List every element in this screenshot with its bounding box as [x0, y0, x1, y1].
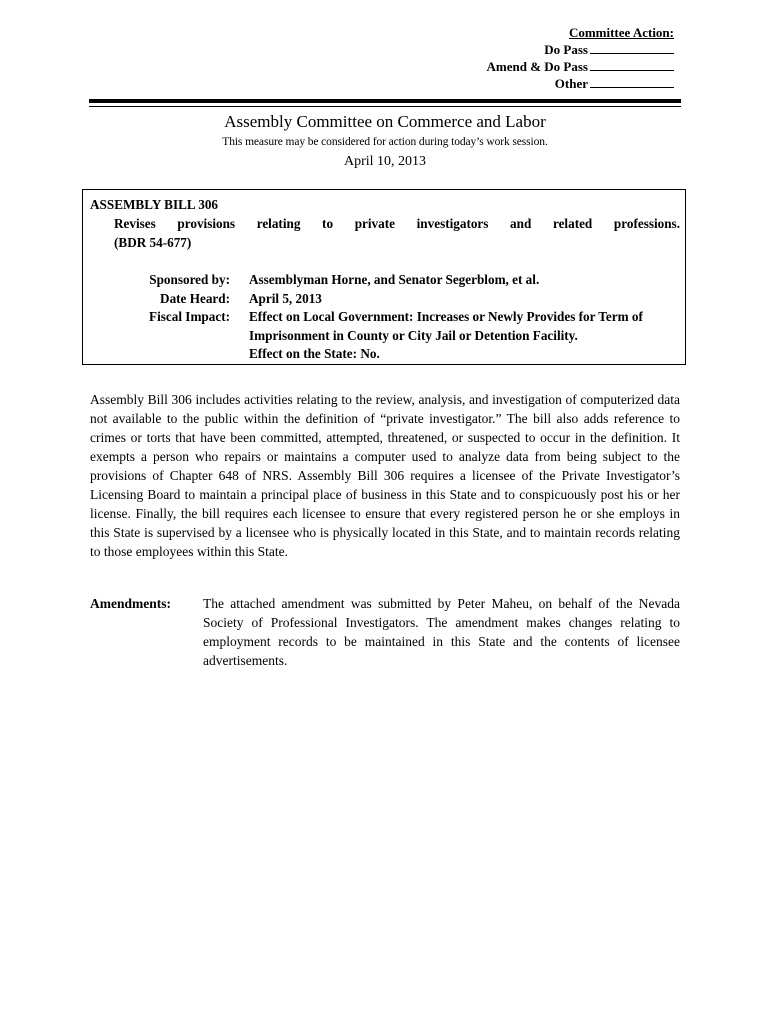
bill-number: ASSEMBLY BILL 306	[90, 197, 219, 212]
sponsored-by-label: Sponsored by:	[149, 272, 230, 287]
header-rule-thin	[89, 106, 681, 107]
blank-line	[590, 58, 674, 71]
committee-action-option	[487, 58, 674, 75]
header-rule-thick	[89, 99, 681, 103]
amendments-label: Amendments:	[90, 596, 171, 611]
committee-action-block	[487, 24, 674, 92]
date-heard-label: Date Heard:	[160, 290, 230, 306]
date-heard-value: April 5, 2013	[249, 290, 322, 306]
document-date: April 10, 2013	[343, 154, 427, 169]
blank-line	[590, 41, 674, 54]
committee-action-title: Committee Action:	[568, 25, 674, 40]
fiscal-impact-state: Effect on the State: No.	[249, 346, 380, 361]
committee-name: Assembly Committee on Commerce and Labor	[224, 112, 546, 131]
sponsored-by-value: Assemblyman Horne, and Senator Segerblom, et al.	[249, 272, 540, 287]
committee-action-option-label: Other	[554, 76, 588, 91]
amendments-text: The attached amendment was submitted by Peter Maheu, on behalf of the Nevada Society of Professional Investigators. The amendment makes changes relating to employment records to be maintained in this State and the contents of licensee advertisements.	[203, 596, 680, 668]
committee-action-option	[487, 41, 674, 58]
bill-summary: Assembly Bill 306 includes activities relating to the review, analysis, and investigation of computerized data not available to the public within the definition of “private investigator.” The bill also adds reference to crimes or torts that have been committed, attempted, threatened, or suspected to occur in the definition. It exempts a person who repairs or maintains a computer used to analyze data from being subject to the provisions of Chapter 648 of NRS. Assembly Bill 306 requires a licensee of the Private Investigator’s Licensing Board to maintain a principal place of business in this State and to conspicuously post his or her license. Finally, the bill requires each licensee to ensure that every registered person he or she employs in this State is supervised by a licensee who is physically located in this State, and to maintain records relating to those employees within this State.	[90, 392, 680, 559]
fiscal-impact-local: Effect on Local Government: Increases or Newly Provides for Term of Imprisonment in County or City Jail or Detention Facility.	[249, 309, 643, 343]
bill-bdr: (BDR 54-677)	[114, 235, 192, 250]
fiscal-impact-label: Fiscal Impact:	[149, 309, 230, 324]
committee-action-option-label: Do Pass	[544, 42, 588, 57]
work-session-notice: This measure may be considered for action during today’s work session.	[222, 136, 548, 148]
bill-info-box	[82, 189, 686, 365]
committee-action-option-label: Amend & Do Pass	[486, 59, 588, 74]
blank-line	[590, 75, 674, 88]
bill-description: Revises provisions relating to private investigators and related professions.	[114, 216, 680, 231]
committee-action-option	[487, 75, 674, 92]
